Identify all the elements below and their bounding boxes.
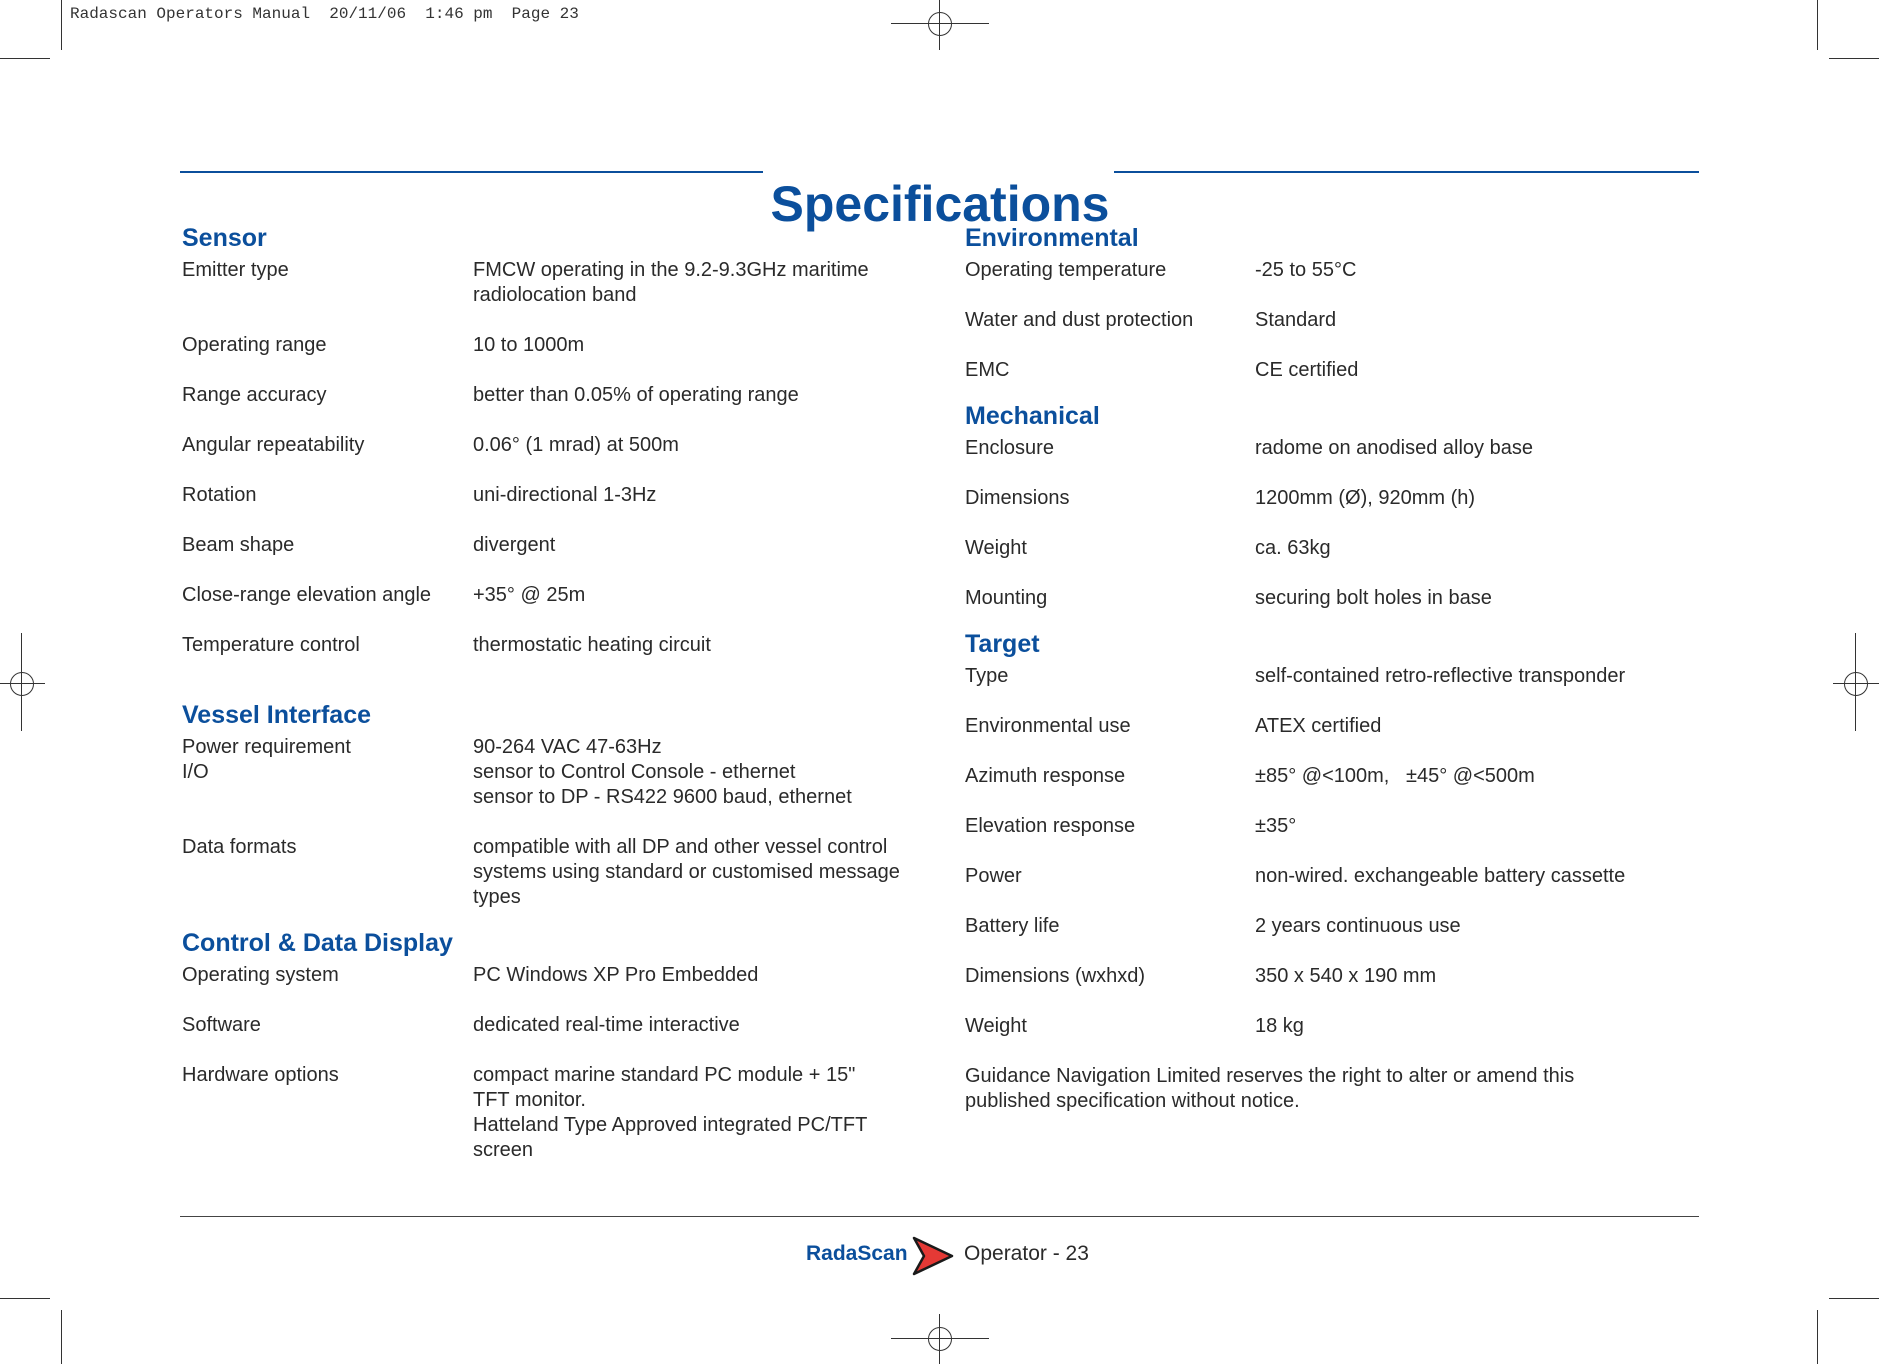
spec-label: Power xyxy=(965,865,1022,887)
registration-target-icon xyxy=(1844,672,1868,696)
spec-value: non-wired. exchangeable battery cassette xyxy=(1255,865,1626,887)
spec-row xyxy=(965,664,1705,689)
spec-label: Data formats xyxy=(182,836,297,858)
spec-label: Temperature control xyxy=(182,634,360,656)
spec-label: Beam shape xyxy=(182,534,295,556)
section-title: Mechanical xyxy=(965,402,1100,430)
spec-label: Type xyxy=(965,665,1009,687)
spec-label: Weight xyxy=(965,537,1027,559)
spec-value: better than 0.05% of operating range xyxy=(473,384,799,406)
spec-label: Operating temperature xyxy=(965,259,1167,281)
spec-row xyxy=(965,964,1705,989)
spec-value: -25 to 55°C xyxy=(1255,259,1357,281)
spec-row xyxy=(965,358,1705,383)
page-footer xyxy=(0,1236,1879,1276)
spec-value: uni-directional 1-3Hz xyxy=(473,484,657,506)
spec-label: Environmental use xyxy=(965,715,1131,737)
section-title: Target xyxy=(965,630,1040,658)
spec-label: Weight xyxy=(965,1015,1027,1037)
section-title: Vessel Interface xyxy=(182,701,372,729)
spec-label: Emitter type xyxy=(182,259,289,281)
spec-label: Mounting xyxy=(965,587,1048,609)
spec-row xyxy=(182,760,922,810)
spec-row xyxy=(182,963,922,988)
spec-label: Elevation response xyxy=(965,815,1136,837)
crop-mark xyxy=(1829,1298,1879,1299)
spec-label: Operating range xyxy=(182,334,327,356)
spec-value: radome on anodised alloy base xyxy=(1255,437,1533,459)
spec-value: PC Windows XP Pro Embedded xyxy=(473,964,759,986)
spec-row xyxy=(965,486,1705,511)
spec-row xyxy=(965,536,1705,561)
crop-mark xyxy=(61,1310,62,1364)
spec-value: 90-264 VAC 47-63Hz xyxy=(473,736,662,758)
spec-value: +35° @ 25m xyxy=(473,584,586,606)
spec-label: I/O xyxy=(182,761,209,783)
spec-row xyxy=(182,583,922,608)
spec-value: ca. 63kg xyxy=(1255,537,1331,559)
spec-label: EMC xyxy=(965,359,1010,381)
spec-row xyxy=(182,483,922,508)
section-title: Control & Data Display xyxy=(182,929,453,957)
crop-mark xyxy=(1817,1310,1818,1364)
spec-value: dedicated real-time interactive xyxy=(473,1014,740,1036)
spec-row xyxy=(182,1063,922,1163)
left-column xyxy=(182,223,922,1163)
arrow-logo-icon xyxy=(912,1236,954,1276)
spec-row xyxy=(182,633,922,658)
section-title: Environmental xyxy=(965,224,1139,252)
spec-row xyxy=(182,258,922,308)
spec-label: Rotation xyxy=(182,484,257,506)
spec-row xyxy=(182,383,922,408)
section-environmental xyxy=(965,223,1705,383)
brand-name: RadaScan xyxy=(806,1242,908,1265)
spec-value: 10 to 1000m xyxy=(473,334,585,356)
spec-label: Range accuracy xyxy=(182,384,327,406)
disclaimer-notice: Guidance Navigation Limited reserves the right to alter or amend this published specification without notice. xyxy=(965,1065,1575,1112)
spec-label: Close-range elevation angle xyxy=(182,584,432,606)
spec-row xyxy=(182,433,922,458)
crop-mark xyxy=(1829,58,1879,59)
right-column xyxy=(965,223,1705,1114)
spec-label: Water and dust protection xyxy=(965,309,1194,331)
page-number: Operator - 23 xyxy=(964,1242,1089,1265)
spec-value: self-contained retro-reflective transponder xyxy=(1255,665,1626,687)
spec-label: Angular repeatability xyxy=(182,434,365,456)
registration-target-icon xyxy=(928,1327,952,1351)
spec-row xyxy=(182,533,922,558)
registration-target-icon xyxy=(10,672,34,696)
spec-row xyxy=(965,308,1705,333)
spec-value: sensor to Control Console - ethernet sensor to DP - RS422 9600 baud, ethernet xyxy=(473,761,852,808)
spec-value: 350 x 540 x 190 mm xyxy=(1255,965,1437,987)
spec-value: Standard xyxy=(1255,309,1337,331)
spec-row xyxy=(965,764,1705,789)
spec-value: ±85° @<100m, ±45° @<500m xyxy=(1255,765,1535,787)
spec-label: Battery life xyxy=(965,915,1060,937)
spec-row xyxy=(965,864,1705,889)
spec-label: Dimensions xyxy=(965,487,1070,509)
section-sensor xyxy=(182,223,922,658)
spec-value: CE certified xyxy=(1255,359,1359,381)
section-vessel-interface xyxy=(182,700,922,910)
spec-label: Azimuth response xyxy=(965,765,1126,787)
spec-value: 2 years continuous use xyxy=(1255,915,1461,937)
spec-label: Power requirement xyxy=(182,736,351,758)
spec-label: Operating system xyxy=(182,964,339,986)
spec-value: 1200mm (Ø), 920mm (h) xyxy=(1255,487,1476,509)
crop-mark xyxy=(0,58,50,59)
section-control-data-display xyxy=(182,928,922,1163)
spec-value: compact marine standard PC module + 15" TFT monitor. Hatteland Type Approved integrated PC/TFT screen xyxy=(473,1064,867,1161)
page-title: Specifications xyxy=(770,175,1110,232)
section-mechanical xyxy=(965,401,1705,611)
spec-value: FMCW operating in the 9.2-9.3GHz maritime radiolocation band xyxy=(473,259,869,306)
spec-row xyxy=(965,914,1705,939)
spec-row xyxy=(965,714,1705,739)
spec-row xyxy=(965,1014,1705,1039)
spec-value: thermostatic heating circuit xyxy=(473,634,711,656)
spec-value: 18 kg xyxy=(1255,1015,1304,1037)
section-target xyxy=(965,629,1705,1039)
crop-mark xyxy=(61,0,62,50)
spec-label: Hardware options xyxy=(182,1064,339,1086)
spec-label: Enclosure xyxy=(965,437,1054,459)
spec-row xyxy=(182,735,922,760)
crop-mark xyxy=(1817,0,1818,50)
crop-mark xyxy=(0,1298,50,1299)
print-slug: Radascan Operators Manual 20/11/06 1:46 pm Page 23 xyxy=(70,5,579,23)
spec-value: divergent xyxy=(473,534,556,556)
spec-value: compatible with all DP and other vessel control systems using standard or customised message types xyxy=(473,836,900,908)
spec-row xyxy=(965,258,1705,283)
spec-row xyxy=(182,1013,922,1038)
registration-target-icon xyxy=(928,12,952,36)
spec-row xyxy=(965,586,1705,611)
spec-row xyxy=(965,814,1705,839)
spec-label: Dimensions (wxhxd) xyxy=(965,965,1146,987)
spec-label: Software xyxy=(182,1014,261,1036)
spec-row xyxy=(182,835,922,910)
footer-rule xyxy=(180,1216,1699,1217)
spec-value: ATEX certified xyxy=(1255,715,1382,737)
spec-row xyxy=(182,333,922,358)
spec-value: 0.06° (1 mrad) at 500m xyxy=(473,434,679,456)
spec-value: securing bolt holes in base xyxy=(1255,587,1492,609)
spec-value: ±35° xyxy=(1255,815,1297,837)
spec-row xyxy=(965,436,1705,461)
section-title: Sensor xyxy=(182,224,267,252)
